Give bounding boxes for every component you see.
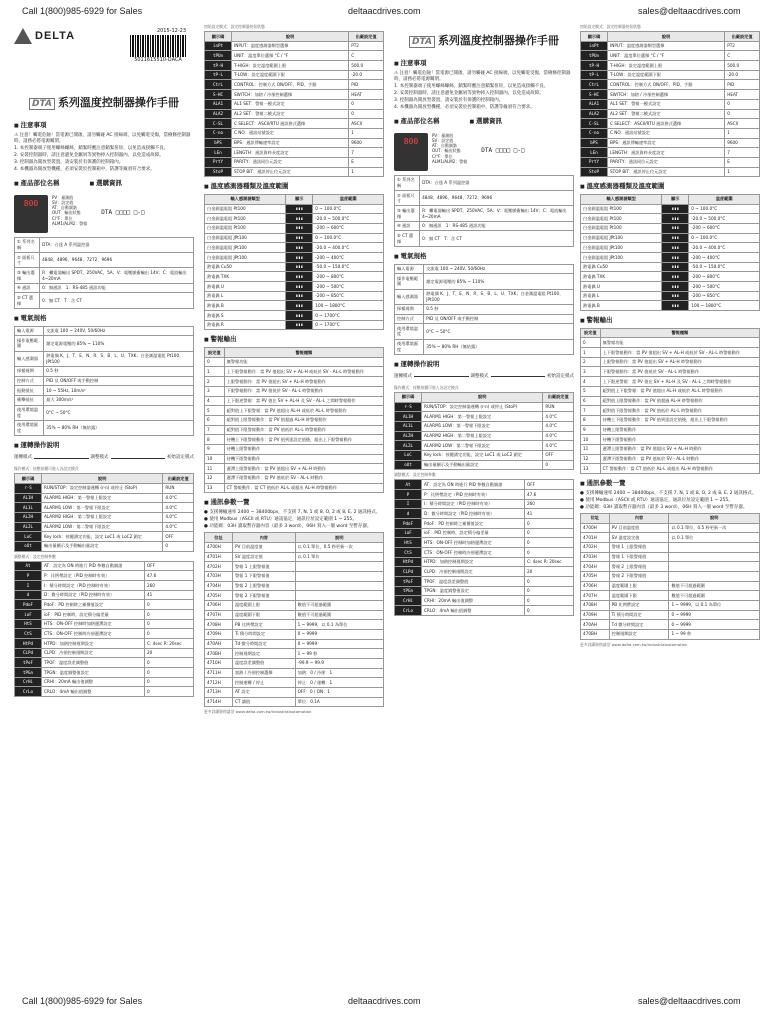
display-code-icon: ▮▮▮ xyxy=(286,253,313,263)
barcode xyxy=(130,28,186,64)
display-code-icon: ▮▮▮ xyxy=(662,204,689,214)
barcode-bars xyxy=(130,35,186,57)
delta-triangle-icon xyxy=(14,28,32,44)
column-2: 初始設定模式：設定控制器初始狀態 顯示碼 說明 出廠設定值 inPt INPUT：溫度感測器類型選擇 PT2 tPUn UNIT：溫度單位選擇 °C / °F C tP-H T-HIGH：設定溫度範圍上限 500.0 tP-L T-LOW：設定溫度範圍下限 -20.0 CtrL CONTROL：控制方式 ON/OFF、PID、手動 PID S-HC SWITCH：加熱 / 冷卻控制選擇 HEAT ALA1 AL1 SET：警報一模式設定 0 ALA2 AL2 SET：警報二模式設定 0 C-SL C SELECT：ASCII/RTU 通訊格式選擇 ASCII C-no C NO：通訊站號設定 1 bPS BPS：通訊傳輸速率設定 9600 LEn LENGTH：通訊資料長度設定 7 PrtY PARITY：通訊同位元設定 E StoP STOP BIT：通訊停止位元設定 1 ■ 溫度感測器種類及溫度範圍 輸入感測器類型 顯示 溫度範圍 白金測溫電阻 Pt100 ▮▮▮ 0 ~ 100.0°C 白金測溫電阻 Pt100 ▮▮▮ -20.0 ~ 500.0°C 白金測溫電阻 Pt100 ▮▮▮ -200 ~ 600°C 白金測溫電阻 JPt100 ▮▮▮ 0 ~ 100.0°C 白金測溫電阻 JPt100 ▮▮▮ -20.0 ~ 400.0°C 白金測溫電阻 JPt100 ▮▮▮ -200 ~ 400°C 熱電偶 Cu50 ▮▮▮ -50.0 ~ 150.0°C 熱電偶 TXK ▮▮▮ -200 ~ 800°C 熱電偶 U ▮▮▮ -200 ~ 500°C 熱電偶 L ▮▮▮ -200 ~ 850°C 熱電偶 B ▮▮▮ 100 ~ 1800°C 熱電偶 S ▮▮▮ 0 ~ 1700°C 熱電偶 R ▮▮▮ 0 ~ 1700°C ■ 警報輸出 設定值 警報種類 0 無警報功能 1 上下限警報動作：當 PV 值超出 SV + AL-H 或低於 SV - AL-L 時警報動作 2 上限警報動作：當 PV 值超出 SV + AL-H 時警報動作 3 下限警報動作：當 PV 值低於 SV - AL-L 時警報動作 4 上下限逆警報：當 PV 值在 SV + AL-H 及 SV - AL-L 之間時警報動作 5 絕對值上下限警報：當 PV 值超出 AL-H 或低於 AL-L 時警報動作 6 絕對值上限警報動作：當 PV 值超過 AL-H 時警報動作 7 絕對值下限警報動作：當 PV 值低於 AL-L 時警報動作 8 待機上下限警報動作：當 PV 值到達設定值後，超出上下限警報動作 9 待機上限警報動作 10 待機下限警報動作 11 遲滯上限警報動作：當 PV 值超出 SV + AL-H 時動作 12 遲滯下限警報動作：當 PV 值低於 SV - AL-L 時動作 13 CT 警報動作：當 CT 值低於 AL-L 或超出 AL-H 時警報動作 ■ 通訊參數一覽 ● 支援傳輸速率 2400 ~ 38400bps，不支援 7, N, 1 或 8, O, 2 或 8, E, 2 通訊格式。 ● 使用 Modbus（ASCII 或 RTU）通訊協定，通訊位址設定範圍 1 ~ 255。 ● 功能碼：03H 讀取暫存器內容（最多 3 word），06H 寫入一個 word 至暫存器。 位址 內容 說明 4700H PV 目前溫度值 以 0.1 單位，0.5 秒更新一次 4701H SV 溫度設定值 以 0.1 單位 4702H 警報 1 上限警報值 4703H 警報 1 下限警報值 4704H 警報 2 上限警報值 4705H 警報 2 下限警報值 4706H 溫度範圍上限 數值不可超過範圍 4707H 溫度範圍下限 數值不可超過範圍 4708H PB 比例帶設定 1 ~ 9999，以 0.1 為單位 4709H Ti 積分時間設定 0 ~ 9999 470AH Td 微分時間設定 0 ~ 9999 470BH 控制週期設定 1 ~ 99 秒 4710H 溫度誤差調整值 -99.9 ~ 99.9 4711H 加熱 / 冷卻控制選擇 加熱：0 / 冷卻：1 4712H 控制運轉 / 停止 停止：0 / 運轉：1 4713H AT 設定 OFF：0 / ON：1 4714H CT 讀值 單位：0.1A 更多詳細資料請洽 www.delta.com.tw/industrialautomation xyxy=(204,22,384,716)
sales-email[interactable]: sales@deltaacdrives.com xyxy=(638,6,741,16)
model-table-2: ① 系列名稱 DTA：台達 A 系列溫控器 ② 面板尺寸 4848、4896、9648、7272、9696 ③ 輸出選擇 R：繼電器輸出 SPDT，250VAC，5A；V：電壓脈衝輸出 14V；C：電流輸出 4~20mA ④ 通訊 0：無通訊 1：RS-485 通訊功能 ⑤ CT 選擇 0：無 CT T：含 CT xyxy=(394,175,574,247)
display-code-icon: ▮▮▮ xyxy=(662,253,689,263)
alarm-heading: ■ 警報輸出 xyxy=(204,335,384,344)
comm-heading: ■ 通訊參數一覽 xyxy=(204,498,384,507)
delta-logo: DELTA xyxy=(14,28,194,44)
column-1: DELTA 2015-12-23 5011615510-DACA DTA 系列溫度控制器操作手冊 ■ 注意事項 ⚠ 注意！觸電危險！當電源已開啟，請勿觸碰 AC 接線端，以免觸電受傷，當檢修控制器時，請務必將電源關閉。 1. 本控制器端子使用螺絲螺絲，鎖緊時應注意鎖緊扭矩，以免造成接觸不良。 2. 安裝控制器時，請注意避免金屬屑等異物掉入控制器內，以免造成故障。 3. 控制器為開放型裝置，請安裝於有保護的控制箱內。 4. 本機器為開放型機種，必須安裝於控制箱中，防護等級須符合要求。 ■ 產品部位名稱 ■ 選購資訊 800 PV：量測值 SV：設定值 AT：自動調諧 OUT：輸出狀態 C/°F：單位 ALM1/ALM2：警報 DTA □□□□ □-□ ① 系列名稱 DTA：台達 A 系列溫控器 ② 面板尺寸 4848、4896、9648、7272、9696 ③ 輸出選擇 R：繼電器輸出 SPDT，250VAC，5A；V：電壓脈衝輸出 14V；C：電流輸出 4~20mA ④ 通訊 0：無通訊 1：RS-485 通訊功能 ⑤ CT 選擇 0：無 CT T：含 CT ■ 電氣規格 輸入電源 交流電 100 ~ 240V, 50/60Hz 操作電壓範圍 額定電源電壓的 85% ~ 110% 輸入感測器 熱電偶 K、J、T、E、N、R、S、B、L、U、TXK；白金測溫電阻 Pt100、JPt100 採樣週期 0.5 秒 控制方式 PID 及 ON/OFF 或手動控制 振動抵抗 10 ~ 55Hz, 10m/s² 衝擊抵抗 最大 300m/s² 使用環境溫度 0°C ~ 50°C 使用環境濕度 35% ~ 80% RH（無結露） ■ 運轉操作說明 運轉模式 調整模式 初始設定模式 操作模式：按壓按鍵可進入各設定模式 顯示碼 說明 出廠設定值 r-S RUN/STOP：設定控制器運轉 (r-n) 或停止 (StoP) RUN AL1H ALARM1 HIGH：第一警報上限設定 4.0°C AL1L ALARM1 LOW：第一警報下限設定 4.0°C AL2H ALARM2 HIGH：第二警報上限設定 4.0°C AL2L ALARM2 LOW：第二警報下限設定 4.0°C LoC Key lock：按鍵鎖定功能，設定 LoC1 或 LoC2 鎖定 OFF oUt 輸出量顯示及手動輸出量設定 0 調整模式：設定控制參數 At AT：設定為 ON 時進行 PID 參數自動調諧 OFF P P：比例帶設定（PID 控制時有效） 47.6 I I：積分時間設定（PID 控制時有效） 260 d D：微分時間設定（PID 控制時有效） 41 PdoF PdoF：PD 控制時之補償值設定 0 ioF ioF：PID 控制時，設定積分偏差量 0 HtS HTS：ON-OFF 控制時加熱遲滯設定 0 CtS CTS：ON-OFF 控制時冷卻遲滯設定 0 HtPd HTPD：加熱控制週期設定 C: 4sec R: 20sec CLPd CLPD：冷卻控制週期設定 20 tPoF TPOF：溫度誤差調整值 0 tPGn TPGN：溫度調整值設定 0 CrHi CRHI：20mA 輸出值調整 0 CrLo CRLO：4mA 輸出值調整 0 xyxy=(14,22,194,699)
column-4: 初始設定模式：設定控制器初始狀態 顯示碼 說明 出廠設定值 inPt INPUT：溫度感測器類型選擇 PT2 tPUn UNIT：溫度單位選擇 °C / °F C tP-H T-HIGH：設定溫度範圍上限 500.0 tP-L T-LOW：設定溫度範圍下限 -20.0 CtrL CONTROL：控制方式 ON/OFF、PID、手動 PID S-HC SWITCH：加熱 / 冷卻控制選擇 HEAT ALA1 AL1 SET：警報一模式設定 0 ALA2 AL2 SET：警報二模式設定 0 C-SL C SELECT：ASCII/RTU 通訊格式選擇 ASCII C-no C NO：通訊站號設定 1 bPS BPS：通訊傳輸速率設定 9600 LEn LENGTH：通訊資料長度設定 7 PrtY PARITY：通訊同位元設定 E StoP STOP BIT：通訊停止位元設定 1 ■ 溫度感測器種類及溫度範圍 輸入感測器類型 顯示 溫度範圍 白金測溫電阻 Pt100 ▮▮▮ 0 ~ 100.0°C 白金測溫電阻 Pt100 ▮▮▮ -20.0 ~ 500.0°C 白金測溫電阻 Pt100 ▮▮▮ -200 ~ 600°C 白金測溫電阻 JPt100 ▮▮▮ 0 ~ 100.0°C 白金測溫電阻 JPt100 ▮▮▮ -20.0 ~ 400.0°C 白金測溫電阻 JPt100 ▮▮▮ -200 ~ 400°C 熱電偶 Cu50 ▮▮▮ -50.0 ~ 150.0°C 熱電偶 TXK ▮▮▮ -200 ~ 800°C 熱電偶 U ▮▮▮ -200 ~ 500°C 熱電偶 L ▮▮▮ -200 ~ 850°C 熱電偶 B ▮▮▮ 100 ~ 1800°C ■ 警報輸出 設定值 警報種類 0 無警報功能 1 上下限警報動作：當 PV 值超出 SV + AL-H 或低於 SV - AL-L 時警報動作 2 上限警報動作：當 PV 值超出 SV + AL-H 時警報動作 3 下限警報動作：當 PV 值低於 SV - AL-L 時警報動作 4 上下限逆警報：當 PV 值在 SV + AL-H 及 SV - AL-L 之間時警報動作 5 絕對值上下限警報：當 PV 值超出 AL-H 或低於 AL-L 時警報動作 6 絕對值上限警報動作：當 PV 值超過 AL-H 時警報動作 7 絕對值下限警報動作：當 PV 值低於 AL-L 時警報動作 8 待機上下限警報動作：當 PV 值到達設定值後，超出上下限警報動作 9 待機上限警報動作 10 待機下限警報動作 11 遲滯上限警報動作：當 PV 值超出 SV + AL-H 時動作 12 遲滯下限警報動作：當 PV 值低於 SV - AL-L 時動作 13 CT 警報動作：當 CT 值低於 AL-L 或超出 AL-H 時警報動作 ■ 通訊參數一覽 ● 支援傳輸速率 2400 ~ 38400bps，不支援 7, N, 1 或 8, O, 2 或 8, E, 2 通訊格式。 ● 使用 Modbus（ASCII 或 RTU）通訊協定，通訊位址設定範圍 1 ~ 255。 ● 功能碼：03H 讀取暫存器內容（最多 3 word），06H 寫入一個 word 至暫存器。 位址 內容 說明 4700H PV 目前溫度值 以 0.1 單位，0.5 秒更新一次 4701H SV 溫度設定值 以 0.1 單位 4702H 警報 1 上限警報值 4703H 警報 1 下限警報值 4704H 警報 2 上限警報值 4705H 警報 2 下限警報值 4706H 溫度範圍上限 數值不可超過範圍 4707H 溫度範圍下限 數值不可超過範圍 4708H PB 比例帶設定 1 ~ 9999，以 0.1 為單位 4709H Ti 積分時間設定 0 ~ 9999 470AH Td 微分時間設定 0 ~ 9999 470BH 控制週期設定 1 ~ 99 秒 更多詳細資料請洽 www.delta.com.tw/industrialautomation xyxy=(580,22,760,649)
display-code-icon: ▮▮▮ xyxy=(662,301,689,311)
init-table-2: 顯示碼 說明 出廠設定值 inPt INPUT：溫度感測器類型選擇 PT2 tPUn UNIT：溫度單位選擇 °C / °F C tP-H T-HIGH：設定溫度範圍上限 500.0 tP-L T-LOW：設定溫度範圍下限 -20.0 CtrL CONTROL：控制方式 ON/OFF、PID、手動 PID S-HC SWITCH：加熱 / 冷卻控制選擇 HEAT ALA1 AL1 SET：警報一模式設定 0 ALA2 AL2 SET：警報二模式設定 0 C-SL C SELECT：ASCII/RTU 通訊格式選擇 ASCII C-no C NO：通訊站號設定 1 bPS BPS：通訊傳輸速率設定 9600 LEn LENGTH：通訊資料長度設定 7 PrtY PARITY：通訊同位元設定 E StoP STOP BIT：通訊停止位元設定 1 xyxy=(580,31,760,177)
display-code-icon: ▮▮▮ xyxy=(286,301,313,311)
display-code-icon: ▮▮▮ xyxy=(662,243,689,253)
display-code-icon: ▮▮▮ xyxy=(662,262,689,272)
display-code-icon: ▮▮▮ xyxy=(286,320,313,330)
footnote: 更多詳細資料請洽 www.delta.com.tw/industrialautomation xyxy=(204,709,312,715)
warning-icon: ⚠ xyxy=(394,70,400,76)
display-code-icon: ▮▮▮ xyxy=(286,282,313,292)
alarm-table-2: 設定值 警報種類 0 無警報功能 1 上下限警報動作：當 PV 值超出 SV + AL-H 或低於 SV - AL-L 時警報動作 2 上限警報動作：當 PV 值超出 SV + AL-H 時警報動作 3 下限警報動作：當 PV 值低於 SV - AL-L 時警報動作 4 上下限逆警報：當 PV 值在 SV + AL-H 及 SV - AL-L 之間時警報動作 5 絕對值上下限警報：當 PV 值超出 AL-H 或低於 AL-L 時警報動作 6 絕對值上限警報動作：當 PV 值超過 AL-H 時警報動作 7 絕對值下限警報動作：當 PV 值低於 AL-L 時警報動作 8 待機上下限警報動作：當 PV 值到達設定值後，超出上下限警報動作 9 待機上限警報動作 10 待機下限警報動作 11 遲滯上限警報動作：當 PV 值超出 SV + AL-H 時動作 12 遲滯下限警報動作：當 PV 值低於 SV - AL-L 時動作 13 CT 警報動作：當 CT 值低於 AL-L 或超出 AL-H 時警報動作 xyxy=(580,328,760,474)
ops-table-2: 顯示碼 說明 出廠設定值 r-S RUN/STOP：設定控制器運轉 (r-n) 或停止 (StoP) RUN AL1H ALARM1 HIGH：第一警報上限設定 4.0°C AL1L ALARM1 LOW：第一警報下限設定 4.0°C AL2H ALARM2 HIGH：第二警報上限設定 4.0°C AL2L ALARM2 LOW：第二警報下限設定 4.0°C LoC Key lock：按鍵鎖定功能，設定 LoC1 或 LoC2 鎖定 OFF oUt 輸出量顯示及手動輸出量設定 0 xyxy=(394,392,574,470)
init-table: 顯示碼 說明 出廠設定值 inPt INPUT：溫度感測器類型選擇 PT2 tPUn UNIT：溫度單位選擇 °C / °F C tP-H T-HIGH：設定溫度範圍上限 500.0 tP-L T-LOW：設定溫度範圍下限 -20.0 CtrL CONTROL：控制方式 ON/OFF、PID、手動 PID S-HC SWITCH：加熱 / 冷卻控制選擇 HEAT ALA1 AL1 SET：警報一模式設定 0 ALA2 AL2 SET：警報二模式設定 0 C-SL C SELECT：ASCII/RTU 通訊格式選擇 ASCII C-no C NO：通訊站號設定 1 bPS BPS：通訊傳輸速率設定 9600 LEn LENGTH：通訊資料長度設定 7 PrtY PARITY：通訊同位元設定 E StoP STOP BIT：通訊停止位元設定 1 xyxy=(204,31,384,177)
notice-text: ⚠ 注意！觸電危險！當電源已開啟，請勿觸碰 AC 接線端，以免觸電受傷，當檢修控制器時，請務必將電源關閉。 xyxy=(14,132,191,144)
footer-phone: Call 1(800)985-6929 for Sales xyxy=(22,996,143,1006)
spec-table-2: 輸入電源 交流電 100 ~ 240V, 50/60Hz 操作電壓範圍 額定電源電壓的 85% ~ 110% 輸入感測器 熱電偶 K、J、T、E、N、R、S、B、L、U、TXK；白金測溫電阻 Pt100、JPt100 採樣週期 0.5 秒 控制方式 PID 及 ON/OFF 或手動控制 使用環境溫度 0°C ~ 50°C 使用環境濕度 35% ~ 80% RH（無結露） xyxy=(394,264,574,355)
display-code-icon: ▮▮▮ xyxy=(662,233,689,243)
adj-table-2: At AT：設定為 ON 時進行 PID 參數自動調諧 OFF P P：比例帶設定（PID 控制時有效） 47.6 I I：積分時間設定（PID 控制時有效） 260 d D：微分時間設定（PID 控制時有效） 41 PdoF PdoF：PD 控制時之補償值設定 0 ioF ioF：PID 控制時，設定積分偏差量 0 HtS HTS：ON-OFF 控制時加熱遲滯設定 0 CtS CTS：ON-OFF 控制時冷卻遲滯設定 0 HtPd HTPD：加熱控制週期設定 C: 4sec R: 20sec CLPd CLPD：冷卻控制週期設定 20 tPoF TPOF：溫度誤差調整值 0 tPGn TPGN：溫度調整值設定 0 CrHi CRHI：20mA 輸出值調整 0 CrLo CRLO：4mA 輸出值調整 0 xyxy=(394,479,574,615)
display-code-icon: ▮▮▮ xyxy=(286,223,313,233)
display-code-icon: ▮▮▮ xyxy=(662,272,689,282)
doc-date: 2015-12-23 xyxy=(156,28,186,34)
notice-item: 3. 控制器為開放型裝置，請安裝於有保護的控制箱內。 xyxy=(14,159,124,165)
mode-flow: 運轉模式 調整模式 初始設定模式 xyxy=(14,455,194,461)
adj-table: At AT：設定為 ON 時進行 PID 參數自動調諧 OFF P P：比例帶設定（PID 控制時有效） 47.6 I I：積分時間設定（PID 控制時有效） 260 d D：微分時間設定（PID 控制時有效） 41 PdoF PdoF：PD 控制時之補償值設定 0 ioF ioF：PID 控制時，設定積分偏差量 0 HtS HTS：ON-OFF 控制時加熱遲滯設定 0 CtS CTS：ON-OFF 控制時冷卻遲滯設定 0 HtPd HTPD：加熱控制週期設定 C: 4sec R: 20sec CLPd CLPD：冷卻控制週期設定 20 tPoF TPOF：溫度誤差調整值 0 tPGn TPGN：溫度調整值設定 0 CrHi CRHI：20mA 輸出值調整 0 CrLo CRLO：4mA 輸出值調整 0 xyxy=(14,561,194,697)
ops-heading: ■ 運轉操作說明 xyxy=(14,441,194,450)
bottom-bar xyxy=(0,992,768,1012)
display-code-icon: ▮▮▮ xyxy=(662,223,689,233)
footer-email[interactable]: sales@deltaacdrives.com xyxy=(638,996,741,1006)
warning-icon: ⚠ xyxy=(14,132,20,138)
display-code-icon: ▮▮▮ xyxy=(286,272,313,282)
comm-table-2: 位址 內容 說明 4700H PV 目前溫度值 以 0.1 單位，0.5 秒更新一次 4701H SV 溫度設定值 以 0.1 單位 4702H 警報 1 上限警報值 4703H 警報 1 下限警報值 4704H 警報 2 上限警報值 4705H 警報 2 下限警報值 4706H 溫度範圍上限 數值不可超過範圍 4707H 溫度範圍下限 數值不可超過範圍 4708H PB 比例帶設定 1 ~ 9999，以 0.1 為單位 4709H Ti 積分時間設定 0 ~ 9999 470AH Td 微分時間設定 0 ~ 9999 470BH 控制週期設定 1 ~ 99 秒 xyxy=(580,513,760,640)
display-code-icon: ▮▮▮ xyxy=(286,243,313,253)
sensor-table-2: 輸入感測器類型 顯示 溫度範圍 白金測溫電阻 Pt100 ▮▮▮ 0 ~ 100.0°C 白金測溫電阻 Pt100 ▮▮▮ -20.0 ~ 500.0°C 白金測溫電阻 Pt100 ▮▮▮ -200 ~ 600°C 白金測溫電阻 JPt100 ▮▮▮ 0 ~ 100.0°C 白金測溫電阻 JPt100 ▮▮▮ -20.0 ~ 400.0°C 白金測溫電阻 JPt100 ▮▮▮ -200 ~ 400°C 熱電偶 Cu50 ▮▮▮ -50.0 ~ 150.0°C 熱電偶 TXK ▮▮▮ -200 ~ 800°C 熱電偶 U ▮▮▮ -200 ~ 500°C 熱電偶 L ▮▮▮ -200 ~ 850°C 熱電偶 B ▮▮▮ 100 ~ 1800°C xyxy=(580,194,760,311)
display-code-icon: ▮▮▮ xyxy=(286,204,313,214)
model-table: ① 系列名稱 DTA：台達 A 系列溫控器 ② 面板尺寸 4848、4896、9648、7272、9696 ③ 輸出選擇 R：繼電器輸出 SPDT，250VAC，5A；V：電壓脈衝輸出 14V；C：電流輸出 4~20mA ④ 通訊 0：無通訊 1：RS-485 通訊功能 ⑤ CT 選擇 0：無 CT T：含 CT xyxy=(14,237,194,309)
ops-table: 顯示碼 說明 出廠設定值 r-S RUN/STOP：設定控制器運轉 (r-n) 或停止 (StoP) RUN AL1H ALARM1 HIGH：第一警報上限設定 4.0°C AL1L ALARM1 LOW：第一警報下限設定 4.0°C AL2H ALARM2 HIGH：第二警報上限設定 4.0°C AL2L ALARM2 LOW：第二警報下限設定 4.0°C LoC Key lock：按鍵鎖定功能，設定 LoC1 或 LoC2 鎖定 OFF oUt 輸出量顯示及手動輸出量設定 0 xyxy=(14,473,194,551)
sensor-heading: ■ 溫度感測器種類及溫度範圍 xyxy=(204,182,384,191)
doc-title: DTA 系列溫度控制器操作手冊 xyxy=(14,96,194,111)
display-code-icon: ▮▮▮ xyxy=(286,214,313,224)
notice-item: 4. 本機器為開放型機種，必須安裝於控制箱中，防護等級須符合要求。 xyxy=(14,166,155,172)
barcode-text: 5011615510-DACA xyxy=(134,56,182,63)
spec-heading: ■ 電氣規格 xyxy=(14,314,194,323)
display-code-icon: ▮▮▮ xyxy=(286,311,313,321)
model-code: DTA □□□□ □-□ xyxy=(101,208,145,216)
display-code-icon: ▮▮▮ xyxy=(286,233,313,243)
display-code-icon: ▮▮▮ xyxy=(662,291,689,301)
model-heading: ■ 選購資訊 xyxy=(89,179,121,188)
device-figure-2: 800 PV：量測值 SV：設定值 AT：自動調諧 OUT：輸出狀態 C/°F：單位 ALM1/ALM2：警報 DTA □□□□ □-□ xyxy=(394,133,574,171)
display-code-icon: ▮▮▮ xyxy=(662,214,689,224)
notice-item: 2. 安裝控制器時，請注意避免金屬屑等異物掉入控制器內，以免造成故障。 xyxy=(14,152,164,158)
alarm-table: 設定值 警報種類 0 無警報功能 1 上下限警報動作：當 PV 值超出 SV + AL-H 或低於 SV - AL-L 時警報動作 2 上限警報動作：當 PV 值超出 SV + AL-H 時警報動作 3 下限警報動作：當 PV 值低於 SV - AL-L 時警報動作 4 上下限逆警報：當 PV 值在 SV + AL-H 及 SV - AL-L 之間時警報動作 5 絕對值上下限警報：當 PV 值超出 AL-H 或低於 AL-L 時警報動作 6 絕對值上限警報動作：當 PV 值超過 AL-H 時警報動作 7 絕對值下限警報動作：當 PV 值低於 AL-L 時警報動作 8 待機上下限警報動作：當 PV 值到達設定值後，超出上下限警報動作 9 待機上限警報動作 10 待機下限警報動作 11 遲滯上限警報動作：當 PV 值超出 SV + AL-H 時動作 12 遲滯下限警報動作：當 PV 值低於 SV - AL-L 時動作 13 CT 警報動作：當 CT 值低於 AL-L 或超出 AL-H 時警報動作 xyxy=(204,347,384,493)
site-link[interactable]: deltaacdrives.com xyxy=(348,6,421,16)
top-bar xyxy=(0,0,768,20)
parts-heading: ■ 產品部位名稱 xyxy=(14,179,59,188)
display-code-icon: ▮▮▮ xyxy=(286,262,313,272)
display-code-icon: ▮▮▮ xyxy=(286,291,313,301)
display-code-icon: ▮▮▮ xyxy=(662,282,689,292)
notice-heading: ■ 注意事項 xyxy=(14,121,194,130)
spec-table: 輸入電源 交流電 100 ~ 240V, 50/60Hz 操作電壓範圍 額定電源電壓的 85% ~ 110% 輸入感測器 熱電偶 K、J、T、E、N、R、S、B、L、U、TXK；白金測溫電阻 Pt100、JPt100 採樣週期 0.5 秒 控制方式 PID 及 ON/OFF 或手動控制 振動抵抗 10 ~ 55Hz, 10m/s² 衝擊抵抗 最大 300m/s² 使用環境溫度 0°C ~ 50°C 使用環境濕度 35% ~ 80% RH（無結露） xyxy=(14,326,194,437)
sensor-table: 輸入感測器類型 顯示 溫度範圍 白金測溫電阻 Pt100 ▮▮▮ 0 ~ 100.0°C 白金測溫電阻 Pt100 ▮▮▮ -20.0 ~ 500.0°C 白金測溫電阻 Pt100 ▮▮▮ -200 ~ 600°C 白金測溫電阻 JPt100 ▮▮▮ 0 ~ 100.0°C 白金測溫電阻 JPt100 ▮▮▮ -20.0 ~ 400.0°C 白金測溫電阻 JPt100 ▮▮▮ -200 ~ 400°C 熱電偶 Cu50 ▮▮▮ -50.0 ~ 150.0°C 熱電偶 TXK ▮▮▮ -200 ~ 800°C 熱電偶 U ▮▮▮ -200 ~ 500°C 熱電偶 L ▮▮▮ -200 ~ 850°C 熱電偶 B ▮▮▮ 100 ~ 1800°C 熱電偶 S ▮▮▮ 0 ~ 1700°C 熱電偶 R ▮▮▮ 0 ~ 1700°C xyxy=(204,194,384,330)
comm-table: 位址 內容 說明 4700H PV 目前溫度值 以 0.1 單位，0.5 秒更新一次 4701H SV 溫度設定值 以 0.1 單位 4702H 警報 1 上限警報值 4703H 警報 1 下限警報值 4704H 警報 2 上限警報值 4705H 警報 2 下限警報值 4706H 溫度範圍上限 數值不可超過範圍 4707H 溫度範圍下限 數值不可超過範圍 4708H PB 比例帶設定 1 ~ 9999，以 0.1 為單位 4709H Ti 積分時間設定 0 ~ 9999 470AH Td 微分時間設定 0 ~ 9999 470BH 控制週期設定 1 ~ 99 秒 4710H 溫度誤差調整值 -99.9 ~ 99.9 4711H 加熱 / 冷卻控制選擇 加熱：0 / 冷卻：1 4712H 控制運轉 / 停止 停止：0 / 運轉：1 4713H AT 設定 OFF：0 / ON：1 4714H CT 讀值 單位：0.1A xyxy=(204,532,384,707)
doc-title-2: DTA 系列溫度控制器操作手冊 xyxy=(394,34,574,49)
footer-site-link[interactable]: deltaacdrives.com xyxy=(348,996,421,1006)
notice-item: 1. 本控制器端子使用螺絲螺絲，鎖緊時應注意鎖緊扭矩，以免造成接觸不良。 xyxy=(14,145,169,151)
sales-phone: Call 1(800)985-6929 for Sales xyxy=(22,6,143,16)
controller-display: 800 xyxy=(14,195,48,233)
device-figure: 800 PV：量測值 SV：設定值 AT：自動調諧 OUT：輸出狀態 C/°F：單位 ALM1/ALM2：警報 DTA □□□□ □-□ xyxy=(14,195,194,233)
controller-display: 800 xyxy=(394,133,428,171)
column-3: DTA 系列溫度控制器操作手冊 ■ 注意事項 ⚠ 注意！觸電危險！當電源已開啟，請勿觸碰 AC 接線端，以免觸電受傷，當檢修控制器時，請務必將電源關閉。 1. 本控制器端子使用螺絲螺絲，鎖緊時應注意鎖緊扭矩，以免造成接觸不良。 2. 安裝控制器時，請注意避免金屬屑等異物掉入控制器內，以免造成故障。 3. 控制器為開放型裝置，請安裝於有保護的控制箱內。 4. 本機器為開放型機種，必須安裝於控制箱中，防護等級須符合要求。 ■ 產品部位名稱 ■ 選購資訊 800 PV：量測值 SV：設定值 AT：自動調諧 OUT：輸出狀態 C/°F：單位 ALM1/ALM2：警報 DTA □□□□ □-□ ① 系列名稱 DTA：台達 A 系列溫控器 ② 面板尺寸 4848、4896、9648、7272、9696 ③ 輸出選擇 R：繼電器輸出 SPDT，250VAC，5A；V：電壓脈衝輸出 14V；C：電流輸出 4~20mA ④ 通訊 0：無通訊 1：RS-485 通訊功能 ⑤ CT 選擇 0：無 CT T：含 CT ■ 電氣規格 輸入電源 交流電 100 ~ 240V, 50/60Hz 操作電壓範圍 額定電源電壓的 85% ~ 110% 輸入感測器 熱電偶 K、J、T、E、N、R、S、B、L、U、TXK；白金測溫電阻 Pt100、JPt100 採樣週期 0.5 秒 控制方式 PID 及 ON/OFF 或手動控制 使用環境溫度 0°C ~ 50°C 使用環境濕度 35% ~ 80% RH（無結露） ■ 運轉操作說明 運轉模式 調整模式 初始設定模式 操作模式：按壓按鍵可進入各設定模式 顯示碼 說明 出廠設定值 r-S RUN/STOP：設定控制器運轉 (r-n) 或停止 (StoP) RUN AL1H ALARM1 HIGH：第一警報上限設定 4.0°C AL1L ALARM1 LOW：第一警報下限設定 4.0°C AL2H ALARM2 HIGH：第二警報上限設定 4.0°C AL2L ALARM2 LOW：第二警報下限設定 4.0°C LoC Key lock：按鍵鎖定功能，設定 LoC1 或 LoC2 鎖定 OFF oUt 輸出量顯示及手動輸出量設定 0 調整模式：設定控制參數 At AT：設定為 ON 時進行 PID 參數自動調諧 OFF P P：比例帶設定（PID 控制時有效） 47.6 I I：積分時間設定（PID 控制時有效） 260 d D：微分時間設定（PID 控制時有效） 41 PdoF PdoF：PD 控制時之補償值設定 0 ioF ioF：PID 控制時，設定積分偏差量 0 HtS HTS：ON-OFF 控制時加熱遲滯設定 0 CtS CTS：ON-OFF 控制時冷卻遲滯設定 0 HtPd HTPD：加熱控制週期設定 C: 4sec R: 20sec CLPd CLPD：冷卻控制週期設定 20 tPoF TPOF：溫度誤差調整值 0 tPGn TPGN：溫度調整值設定 0 CrHi CRHI：20mA 輸出值調整 0 CrLo CRLO：4mA 輸出值調整 0 xyxy=(394,22,574,618)
